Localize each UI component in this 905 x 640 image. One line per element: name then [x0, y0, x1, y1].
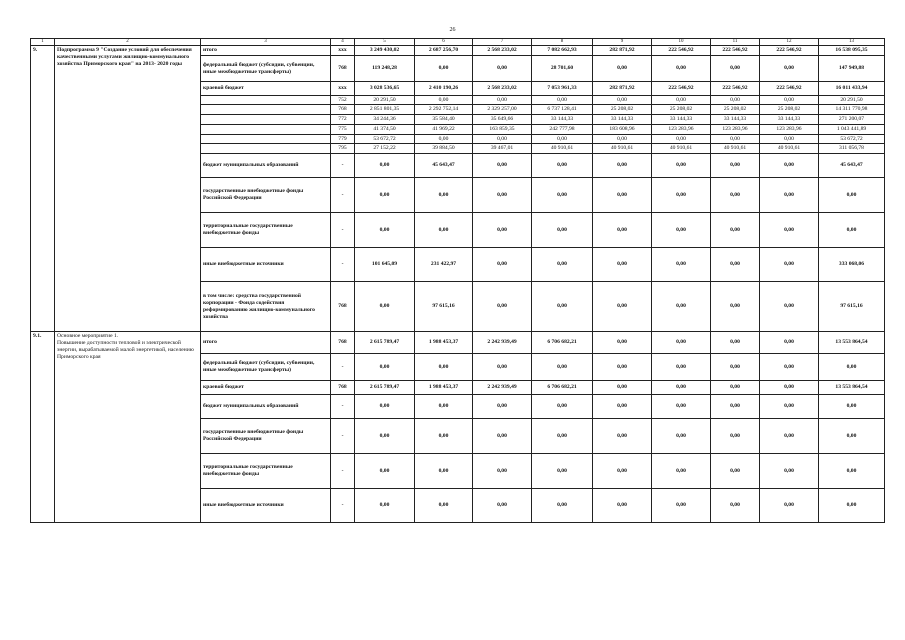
- year-value: 33 144,33: [593, 115, 652, 125]
- year-value: 25 208,02: [593, 105, 652, 115]
- year-value: 45 643,47: [415, 154, 473, 178]
- funding-source: федеральный бюджет (субсидии, субвенции, иные межбюджетные трансферты): [201, 56, 331, 82]
- year-value: 28 701,60: [532, 56, 593, 82]
- budget-code: 768: [331, 56, 355, 82]
- total-value: 14 311 770,98: [819, 105, 885, 115]
- year-value: 0,00: [652, 154, 711, 178]
- year-value: 0,00: [532, 489, 593, 523]
- year-value: 0,00: [760, 56, 819, 82]
- year-value: 123 283,96: [760, 125, 819, 135]
- year-value: 40 910,61: [652, 144, 711, 154]
- year-value: 0,00: [593, 56, 652, 82]
- year-value: 0,00: [760, 248, 819, 282]
- year-value: 0,00: [652, 282, 711, 332]
- total-value: 20 291,50: [819, 96, 885, 105]
- total-value: 0,00: [819, 489, 885, 523]
- column-number: 9: [593, 39, 652, 46]
- year-value: 222 546,92: [652, 82, 711, 96]
- year-value: 222 546,92: [760, 82, 819, 96]
- row-number: 9.: [31, 46, 55, 332]
- year-value: 0,00: [355, 178, 415, 213]
- year-value: 0,00: [711, 248, 760, 282]
- year-value: 0,00: [760, 282, 819, 332]
- year-value: 35 649,66: [473, 115, 532, 125]
- funding-source: в том числе: средства государственной корпорации - Фонда содействия реформированию жилищно-коммунального хозяйства: [201, 282, 331, 332]
- year-value: 0,00: [593, 332, 652, 354]
- year-value: 0,00: [532, 395, 593, 419]
- year-value: 27 152,22: [355, 144, 415, 154]
- budget-code: -: [331, 489, 355, 523]
- funding-source: территориальные государственные внебюджетные фонды: [201, 213, 331, 248]
- year-value: 2 242 939,49: [473, 381, 532, 395]
- year-value: 0,00: [355, 454, 415, 489]
- funding-source: [201, 135, 331, 144]
- table-row: [31, 46, 885, 56]
- year-value: 1 988 453,37: [415, 332, 473, 354]
- year-value: 0,00: [711, 381, 760, 395]
- year-value: 97 615,16: [415, 282, 473, 332]
- column-number: 1: [31, 39, 55, 46]
- year-value: 0,00: [532, 354, 593, 381]
- year-value: 0,00: [711, 56, 760, 82]
- total-value: 16 538 095,35: [819, 46, 885, 56]
- year-value: 0,00: [355, 213, 415, 248]
- funding-source: иные внебюджетные источники: [201, 248, 331, 282]
- budget-code: -: [331, 178, 355, 213]
- year-value: 0,00: [711, 354, 760, 381]
- year-value: 39 467,01: [473, 144, 532, 154]
- year-value: 123 283,96: [652, 125, 711, 135]
- budget-code: 768: [331, 381, 355, 395]
- year-value: 0,00: [652, 96, 711, 105]
- year-value: 2 242 939,49: [473, 332, 532, 354]
- year-value: 0,00: [760, 213, 819, 248]
- funding-source: государственные внебюджетные фонды Российской Федерации: [201, 178, 331, 213]
- budget-code: 772: [331, 115, 355, 125]
- year-value: 2 292 752,14: [415, 105, 473, 115]
- budget-code: 768: [331, 282, 355, 332]
- funding-source: итого: [201, 46, 331, 56]
- year-value: 222 546,92: [652, 46, 711, 56]
- year-value: 0,00: [473, 454, 532, 489]
- year-value: 0,00: [652, 381, 711, 395]
- year-value: 0,00: [760, 135, 819, 144]
- funding-source: [201, 96, 331, 105]
- program-name: [55, 46, 201, 332]
- year-value: 0,00: [711, 395, 760, 419]
- column-number: 6: [415, 39, 473, 46]
- year-value: 0,00: [532, 178, 593, 213]
- budget-code: -: [331, 248, 355, 282]
- year-value: 25 208,02: [760, 105, 819, 115]
- budget-code: -: [331, 454, 355, 489]
- year-value: 33 144,33: [652, 115, 711, 125]
- year-value: 0,00: [532, 154, 593, 178]
- year-value: 20 291,50: [355, 96, 415, 105]
- year-value: 0,00: [473, 56, 532, 82]
- budget-code: 768: [331, 105, 355, 115]
- year-value: 0,00: [355, 395, 415, 419]
- year-value: 0,00: [473, 354, 532, 381]
- budget-code: xxx: [331, 82, 355, 96]
- year-value: 222 546,92: [711, 46, 760, 56]
- year-value: 33 144,33: [532, 115, 593, 125]
- total-value: 0,00: [819, 419, 885, 454]
- column-number: 5: [355, 39, 415, 46]
- column-number: 3: [201, 39, 331, 46]
- total-value: 0,00: [819, 354, 885, 381]
- year-value: 0,00: [760, 395, 819, 419]
- year-value: 0,00: [415, 395, 473, 419]
- year-value: 0,00: [760, 381, 819, 395]
- year-value: 0,00: [593, 135, 652, 144]
- year-value: 6 706 682,21: [532, 381, 593, 395]
- year-value: 0,00: [593, 282, 652, 332]
- funding-source: краевой бюджет: [201, 82, 331, 96]
- program-name: [55, 332, 201, 523]
- year-value: 0,00: [355, 154, 415, 178]
- year-value: 123 283,96: [711, 125, 760, 135]
- year-value: 0,00: [652, 454, 711, 489]
- budget-code: 779: [331, 135, 355, 144]
- year-value: 41 374,50: [355, 125, 415, 135]
- year-value: 0,00: [652, 332, 711, 354]
- year-value: 0,00: [355, 489, 415, 523]
- year-value: 0,00: [415, 56, 473, 82]
- year-value: 0,00: [355, 282, 415, 332]
- budget-code: -: [331, 213, 355, 248]
- total-value: 13 553 864,54: [819, 332, 885, 354]
- year-value: 0,00: [415, 96, 473, 105]
- year-value: 0,00: [473, 213, 532, 248]
- year-value: 222 546,92: [711, 82, 760, 96]
- year-value: 0,00: [760, 454, 819, 489]
- year-value: 6 737 128,41: [532, 105, 593, 115]
- year-value: 0,00: [473, 282, 532, 332]
- year-value: 0,00: [760, 154, 819, 178]
- year-value: 0,00: [652, 489, 711, 523]
- column-number: 7: [473, 39, 532, 46]
- year-value: 0,00: [473, 154, 532, 178]
- column-number: 12: [760, 39, 819, 46]
- year-value: 0,00: [473, 178, 532, 213]
- year-value: 0,00: [711, 178, 760, 213]
- total-value: 147 949,88: [819, 56, 885, 82]
- total-value: 13 553 864,54: [819, 381, 885, 395]
- column-number: 10: [652, 39, 711, 46]
- year-value: 25 208,02: [711, 105, 760, 115]
- year-value: 0,00: [415, 354, 473, 381]
- year-value: 0,00: [652, 395, 711, 419]
- year-value: 53 672,72: [355, 135, 415, 144]
- program-title: Подпрограмма 9 "Создание условий для обеспечения качественными услугами жилищно-коммунального хозяйства Приморского края" на 2013- 2020 годы: [57, 47, 192, 68]
- year-value: 0,00: [415, 135, 473, 144]
- total-value: 45 643,47: [819, 154, 885, 178]
- year-value: 40 910,61: [711, 144, 760, 154]
- year-value: 0,00: [593, 248, 652, 282]
- year-value: 0,00: [711, 213, 760, 248]
- year-value: 0,00: [473, 419, 532, 454]
- total-value: 271 200,07: [819, 115, 885, 125]
- year-value: 0,00: [415, 419, 473, 454]
- total-value: 0,00: [819, 178, 885, 213]
- page-number: 26: [449, 27, 456, 33]
- funding-source: [201, 115, 331, 125]
- year-value: 0,00: [652, 178, 711, 213]
- year-value: 0,00: [532, 454, 593, 489]
- year-value: 40 910,61: [593, 144, 652, 154]
- year-value: 34 244,36: [355, 115, 415, 125]
- column-number: 13: [819, 39, 885, 46]
- year-value: 0,00: [593, 395, 652, 419]
- year-value: 33 144,33: [711, 115, 760, 125]
- budget-code: 752: [331, 96, 355, 105]
- total-value: 16 011 433,94: [819, 82, 885, 96]
- year-value: 0,00: [415, 213, 473, 248]
- year-value: 0,00: [593, 96, 652, 105]
- year-value: 0,00: [532, 213, 593, 248]
- year-value: 0,00: [711, 154, 760, 178]
- total-value: 53 672,72: [819, 135, 885, 144]
- year-value: 2 410 190,26: [415, 82, 473, 96]
- budget-code: xxx: [331, 46, 355, 56]
- year-value: 25 208,02: [652, 105, 711, 115]
- year-value: 119 248,28: [355, 56, 415, 82]
- year-value: 3 249 430,02: [355, 46, 415, 56]
- column-number-row: [31, 39, 885, 46]
- column-number: 11: [711, 39, 760, 46]
- year-value: 183 608,96: [593, 125, 652, 135]
- budget-code: -: [331, 395, 355, 419]
- year-value: 39 884,50: [415, 144, 473, 154]
- year-value: 0,00: [593, 178, 652, 213]
- year-value: 6 706 682,21: [532, 332, 593, 354]
- year-value: 282 871,92: [593, 82, 652, 96]
- year-value: 0,00: [532, 282, 593, 332]
- year-value: 35 584,40: [415, 115, 473, 125]
- funding-source: государственные внебюджетные фонды Российской Федерации: [201, 419, 331, 454]
- year-value: 2 329 257,00: [473, 105, 532, 115]
- program-title: Основное мероприятие 1.: [57, 333, 119, 340]
- year-value: 0,00: [593, 154, 652, 178]
- funding-source: [201, 105, 331, 115]
- funding-source: федеральный бюджет (субсидии, субвенции, иные межбюджетные трансферты): [201, 354, 331, 381]
- year-value: 0,00: [415, 454, 473, 489]
- year-value: 0,00: [760, 354, 819, 381]
- total-value: 0,00: [819, 395, 885, 419]
- year-value: 0,00: [652, 56, 711, 82]
- year-value: 101 645,09: [355, 248, 415, 282]
- budget-code: 795: [331, 144, 355, 154]
- total-value: 0,00: [819, 213, 885, 248]
- year-value: 0,00: [760, 489, 819, 523]
- year-value: 2 687 256,70: [415, 46, 473, 56]
- year-value: 0,00: [473, 135, 532, 144]
- total-value: 0,00: [819, 454, 885, 489]
- year-value: 0,00: [532, 135, 593, 144]
- year-value: 0,00: [760, 332, 819, 354]
- year-value: 0,00: [593, 489, 652, 523]
- budget-code: -: [331, 354, 355, 381]
- year-value: 2 568 233,02: [473, 46, 532, 56]
- year-value: 282 871,92: [593, 46, 652, 56]
- funding-source: краевой бюджет: [201, 381, 331, 395]
- year-value: 2 615 789,47: [355, 332, 415, 354]
- year-value: 0,00: [593, 354, 652, 381]
- year-value: 0,00: [415, 178, 473, 213]
- year-value: 163 859,35: [473, 125, 532, 135]
- year-value: 0,00: [593, 213, 652, 248]
- year-value: 2 568 233,02: [473, 82, 532, 96]
- total-value: 311 056,78: [819, 144, 885, 154]
- funding-source: [201, 144, 331, 154]
- total-value: 97 615,16: [819, 282, 885, 332]
- column-number: 2: [55, 39, 201, 46]
- year-value: 0,00: [593, 381, 652, 395]
- funding-source: иные внебюджетные источники: [201, 489, 331, 523]
- table-row: [31, 332, 885, 354]
- year-value: 0,00: [473, 489, 532, 523]
- row-number: 9.1.: [31, 332, 55, 523]
- year-value: 0,00: [532, 419, 593, 454]
- year-value: 0,00: [532, 96, 593, 105]
- year-value: 40 910,61: [760, 144, 819, 154]
- year-value: 33 144,33: [760, 115, 819, 125]
- year-value: 0,00: [415, 489, 473, 523]
- year-value: 0,00: [711, 96, 760, 105]
- year-value: 0,00: [473, 395, 532, 419]
- year-value: 0,00: [593, 454, 652, 489]
- year-value: 0,00: [593, 419, 652, 454]
- budget-code: 775: [331, 125, 355, 135]
- budget-code: -: [331, 419, 355, 454]
- year-value: 3 028 536,65: [355, 82, 415, 96]
- year-value: 2 615 789,47: [355, 381, 415, 395]
- program-description: Повышение доступности тепловой и электрической энергии, вырабатываемой малой энергетикой, населению Приморского края: [57, 340, 194, 361]
- year-value: 0,00: [652, 135, 711, 144]
- column-number: 8: [532, 39, 593, 46]
- year-value: 0,00: [652, 419, 711, 454]
- year-value: 0,00: [355, 419, 415, 454]
- funding-source: бюджет муниципальных образований: [201, 154, 331, 178]
- year-value: 0,00: [652, 213, 711, 248]
- budget-table: [30, 38, 885, 523]
- year-value: 0,00: [473, 96, 532, 105]
- total-value: 1 043 441,89: [819, 125, 885, 135]
- funding-source: бюджет муниципальных образований: [201, 395, 331, 419]
- year-value: 0,00: [711, 489, 760, 523]
- budget-code: 768: [331, 332, 355, 354]
- year-value: 41 969,22: [415, 125, 473, 135]
- year-value: 222 546,92: [760, 46, 819, 56]
- year-value: 0,00: [711, 332, 760, 354]
- year-value: 0,00: [711, 419, 760, 454]
- year-value: 7 082 662,93: [532, 46, 593, 56]
- year-value: 231 422,97: [415, 248, 473, 282]
- year-value: 0,00: [760, 96, 819, 105]
- funding-source: [201, 125, 331, 135]
- year-value: 0,00: [652, 248, 711, 282]
- year-value: 1 988 453,37: [415, 381, 473, 395]
- year-value: 0,00: [652, 354, 711, 381]
- funding-source: итого: [201, 332, 331, 354]
- year-value: 0,00: [760, 178, 819, 213]
- column-number: 4: [331, 39, 355, 46]
- year-value: 0,00: [355, 354, 415, 381]
- year-value: 0,00: [473, 248, 532, 282]
- year-value: 0,00: [760, 419, 819, 454]
- year-value: 242 777,98: [532, 125, 593, 135]
- budget-code: -: [331, 154, 355, 178]
- funding-source: территориальные государственные внебюджетные фонды: [201, 454, 331, 489]
- year-value: 7 053 961,33: [532, 82, 593, 96]
- total-value: 333 068,06: [819, 248, 885, 282]
- year-value: 40 910,61: [532, 144, 593, 154]
- year-value: 0,00: [711, 135, 760, 144]
- year-value: 2 851 801,35: [355, 105, 415, 115]
- year-value: 0,00: [711, 454, 760, 489]
- year-value: 0,00: [532, 248, 593, 282]
- year-value: 0,00: [711, 282, 760, 332]
